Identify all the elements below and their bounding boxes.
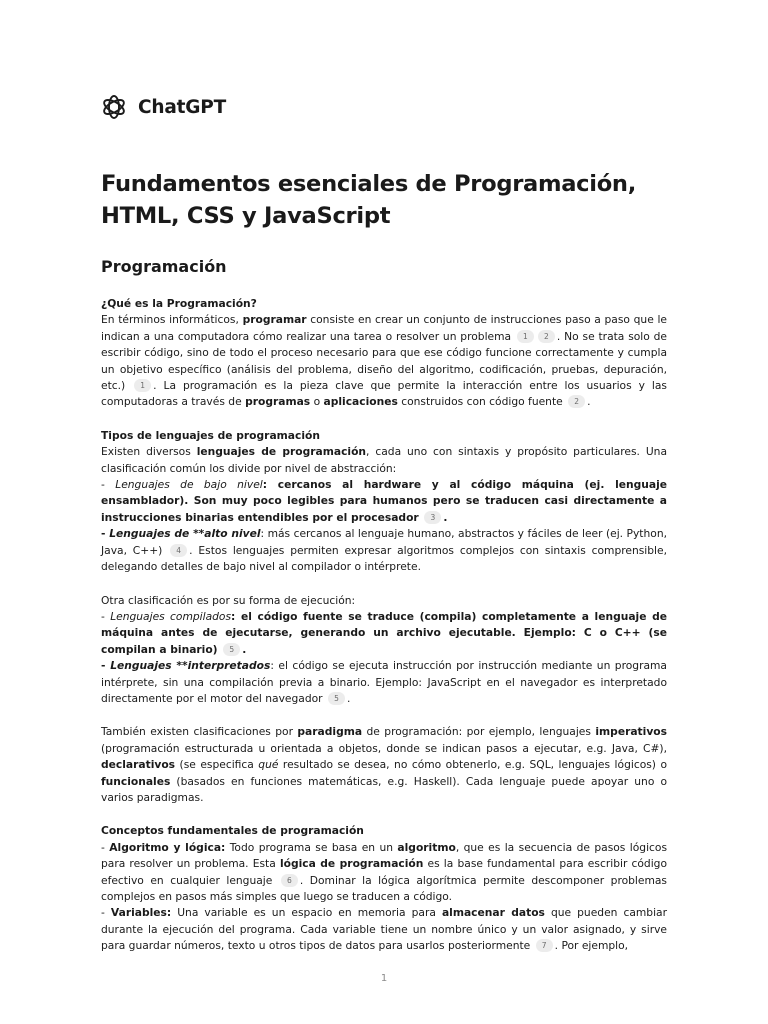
citation-badge[interactable]: 1 [517, 330, 534, 343]
text-run: . La programación es la pieza clave que permite la interacción entre los usuarios y las computadoras a través de [101, 379, 667, 409]
text-run: (basados en funciones matemáticas, e.g. Haskell). Cada lenguaje puede apoyar uno o varios paradigmas. [101, 774, 667, 804]
paragraph [101, 905, 667, 954]
paragraph [101, 477, 667, 526]
bold-text: - [101, 527, 110, 541]
block-heading: Conceptos fundamentales de programación [101, 824, 364, 838]
text-run: , que es la secuencia de pasos lógicos para resolver un problema. Esta [101, 840, 668, 871]
text-run: - [101, 906, 111, 920]
text-run: . No se trata solo de escribir código, sino de todo el proceso necesario para que ese código funcione correctamente y cumpla un objetivo específico (análisis del problema, diseño del algoritmo, codificación, pruebas, depuración, etc.) [101, 329, 667, 393]
italic-text: Lenguajes de bajo nivel [115, 478, 263, 492]
paragraph [101, 840, 667, 906]
text-run: (programación estructurada u orientada a objetos, donde se indican pasos a ejecutar, e.g. Java, C#), [101, 741, 667, 755]
bold-text: aplicaciones [323, 395, 398, 409]
document-page [101, 92, 667, 955]
text-run: . [346, 691, 351, 705]
citation-badge[interactable]: 2 [538, 330, 555, 343]
bold-text: almacenar datos [441, 906, 545, 920]
bold-text: . [443, 510, 448, 524]
bold-text: : el código fuente se traduce (compila) completamente a lenguaje de máquina antes de ejecutarse, generando un archivo ejecutable. Ejemplo: C o C++ (se compilan a binario) [101, 609, 667, 656]
text-run: . Por ejemplo, [554, 939, 629, 953]
bold-text: imperativos [595, 725, 667, 739]
bold-italic-text: Lenguajes de **alto nivel [109, 527, 261, 541]
text-run: . Estos lenguajes permiten expresar algoritmos complejos con sintaxis comprensible, delegando detalles de bajo nivel al compilador o intérprete. [101, 543, 668, 574]
italic-text: qué [258, 758, 279, 772]
citation-badge[interactable]: 5 [328, 692, 345, 705]
bold-text: lenguajes de programación [196, 445, 367, 459]
document-body [101, 296, 667, 955]
paragraph [101, 593, 667, 609]
page-number: 1 [380, 973, 388, 984]
text-run: consiste en crear un conjunto de instrucciones paso a paso que le indican a una computadora cómo realizar una tarea o resolver un problema [101, 313, 668, 343]
paragraph [101, 724, 667, 806]
paragraph [101, 312, 667, 410]
bold-text: paradigma [297, 725, 363, 739]
text-run: (se especifica [175, 758, 259, 772]
content-block [101, 428, 667, 576]
bold-text: - [101, 659, 111, 673]
paragraph [101, 526, 667, 575]
bold-italic-text: Lenguajes **interpretados [110, 659, 271, 673]
bold-text: lógica de programación [279, 857, 424, 871]
text-run: En términos informáticos, [101, 313, 243, 327]
bold-text: funcionales [101, 774, 171, 788]
bold-text: Algoritmo y lógica: [109, 840, 226, 854]
text-run: Todo programa se basa en un [225, 840, 398, 854]
text-run: - [101, 840, 110, 854]
text-run: Existen diversos [101, 445, 197, 459]
citation-badge[interactable]: 3 [424, 511, 441, 524]
citation-badge[interactable]: 6 [281, 874, 298, 887]
text-run: o [310, 395, 324, 409]
content-block [101, 593, 667, 708]
text-run: . Dominar la lógica algorítmica permite descomponer problemas complejos en pasos más simples que luego se traducen a código. [101, 873, 667, 903]
section-title: Programación [101, 257, 227, 276]
content-block [101, 724, 667, 806]
text-run: , cada uno con sintaxis y propósito particulares. Una clasificación común los divide por nivel de abstracción: [101, 445, 667, 475]
text-run: También existen clasificaciones por [101, 725, 298, 739]
text-run: construidos con código fuente [397, 395, 567, 409]
bold-text: declarativos [101, 758, 176, 772]
bold-text: Variables: [110, 906, 172, 920]
bold-text: programar [242, 313, 307, 327]
text-run: es la base fundamental para escribir código efectivo en cualquier lenguaje [101, 857, 667, 887]
block-heading: Tipos de lenguajes de programación [101, 428, 320, 442]
text-run: de programación: por ejemplo, lenguajes [362, 725, 596, 739]
citation-badge[interactable]: 7 [536, 939, 553, 952]
italic-text: Lenguajes compilados [110, 609, 232, 623]
text-run: - [101, 478, 116, 492]
text-run: . [587, 395, 591, 409]
citation-badge[interactable]: 4 [170, 544, 187, 557]
bold-text: . [242, 642, 247, 656]
content-block [101, 296, 667, 411]
paragraph [101, 609, 667, 658]
text-run: - [101, 609, 111, 623]
logo-text: ChatGPT [138, 96, 227, 118]
citation-badge[interactable]: 2 [568, 395, 585, 408]
text-run: resultado se desea, no cómo obtenerlo, e.g. SQL, lenguajes lógicos) o [278, 758, 667, 772]
bold-text: algoritmo [397, 840, 456, 854]
block-heading: ¿Qué es la Programación? [101, 297, 257, 310]
text-run: Una variable es un espacio en memoria para [171, 906, 442, 920]
bold-text: : cercanos al hardware y al código máquina (ej. lenguaje ensamblador). Son muy poco legibles para humanos pero se traducen casi directamente a instrucciones binarias entendibles por el procesador [101, 478, 668, 524]
text-run: : más cercanos al lenguaje humano, abstractos y fáciles de leer (ej. Python, Java, C++) [101, 527, 667, 557]
content-block [101, 823, 667, 954]
text-run: : el código se ejecuta instrucción por instrucción mediante un programa intérprete, sin una compilación previa a binario. Ejemplo: JavaScript en el navegador es interpretado directamente por el motor del navegador [101, 659, 667, 705]
chatgpt-logo [101, 92, 667, 122]
openai-logo-icon [101, 94, 127, 120]
citation-badge[interactable]: 1 [134, 379, 151, 392]
text-run: Otra clasificación es por su forma de ejecución: [101, 593, 356, 607]
bold-text: programas [245, 395, 311, 409]
paragraph [101, 658, 667, 707]
text-run: que pueden cambiar durante la ejecución del programa. Cada variable tiene un nombre único y un valor asignado, y sirve para guardar números, texto u otros tipos de datos para usarlos posteriormente [101, 906, 667, 953]
paragraph [101, 444, 667, 477]
document-title: Fundamentos esenciales de Programación, HTML, CSS y JavaScript [101, 171, 636, 229]
citation-badge[interactable]: 5 [223, 643, 240, 656]
